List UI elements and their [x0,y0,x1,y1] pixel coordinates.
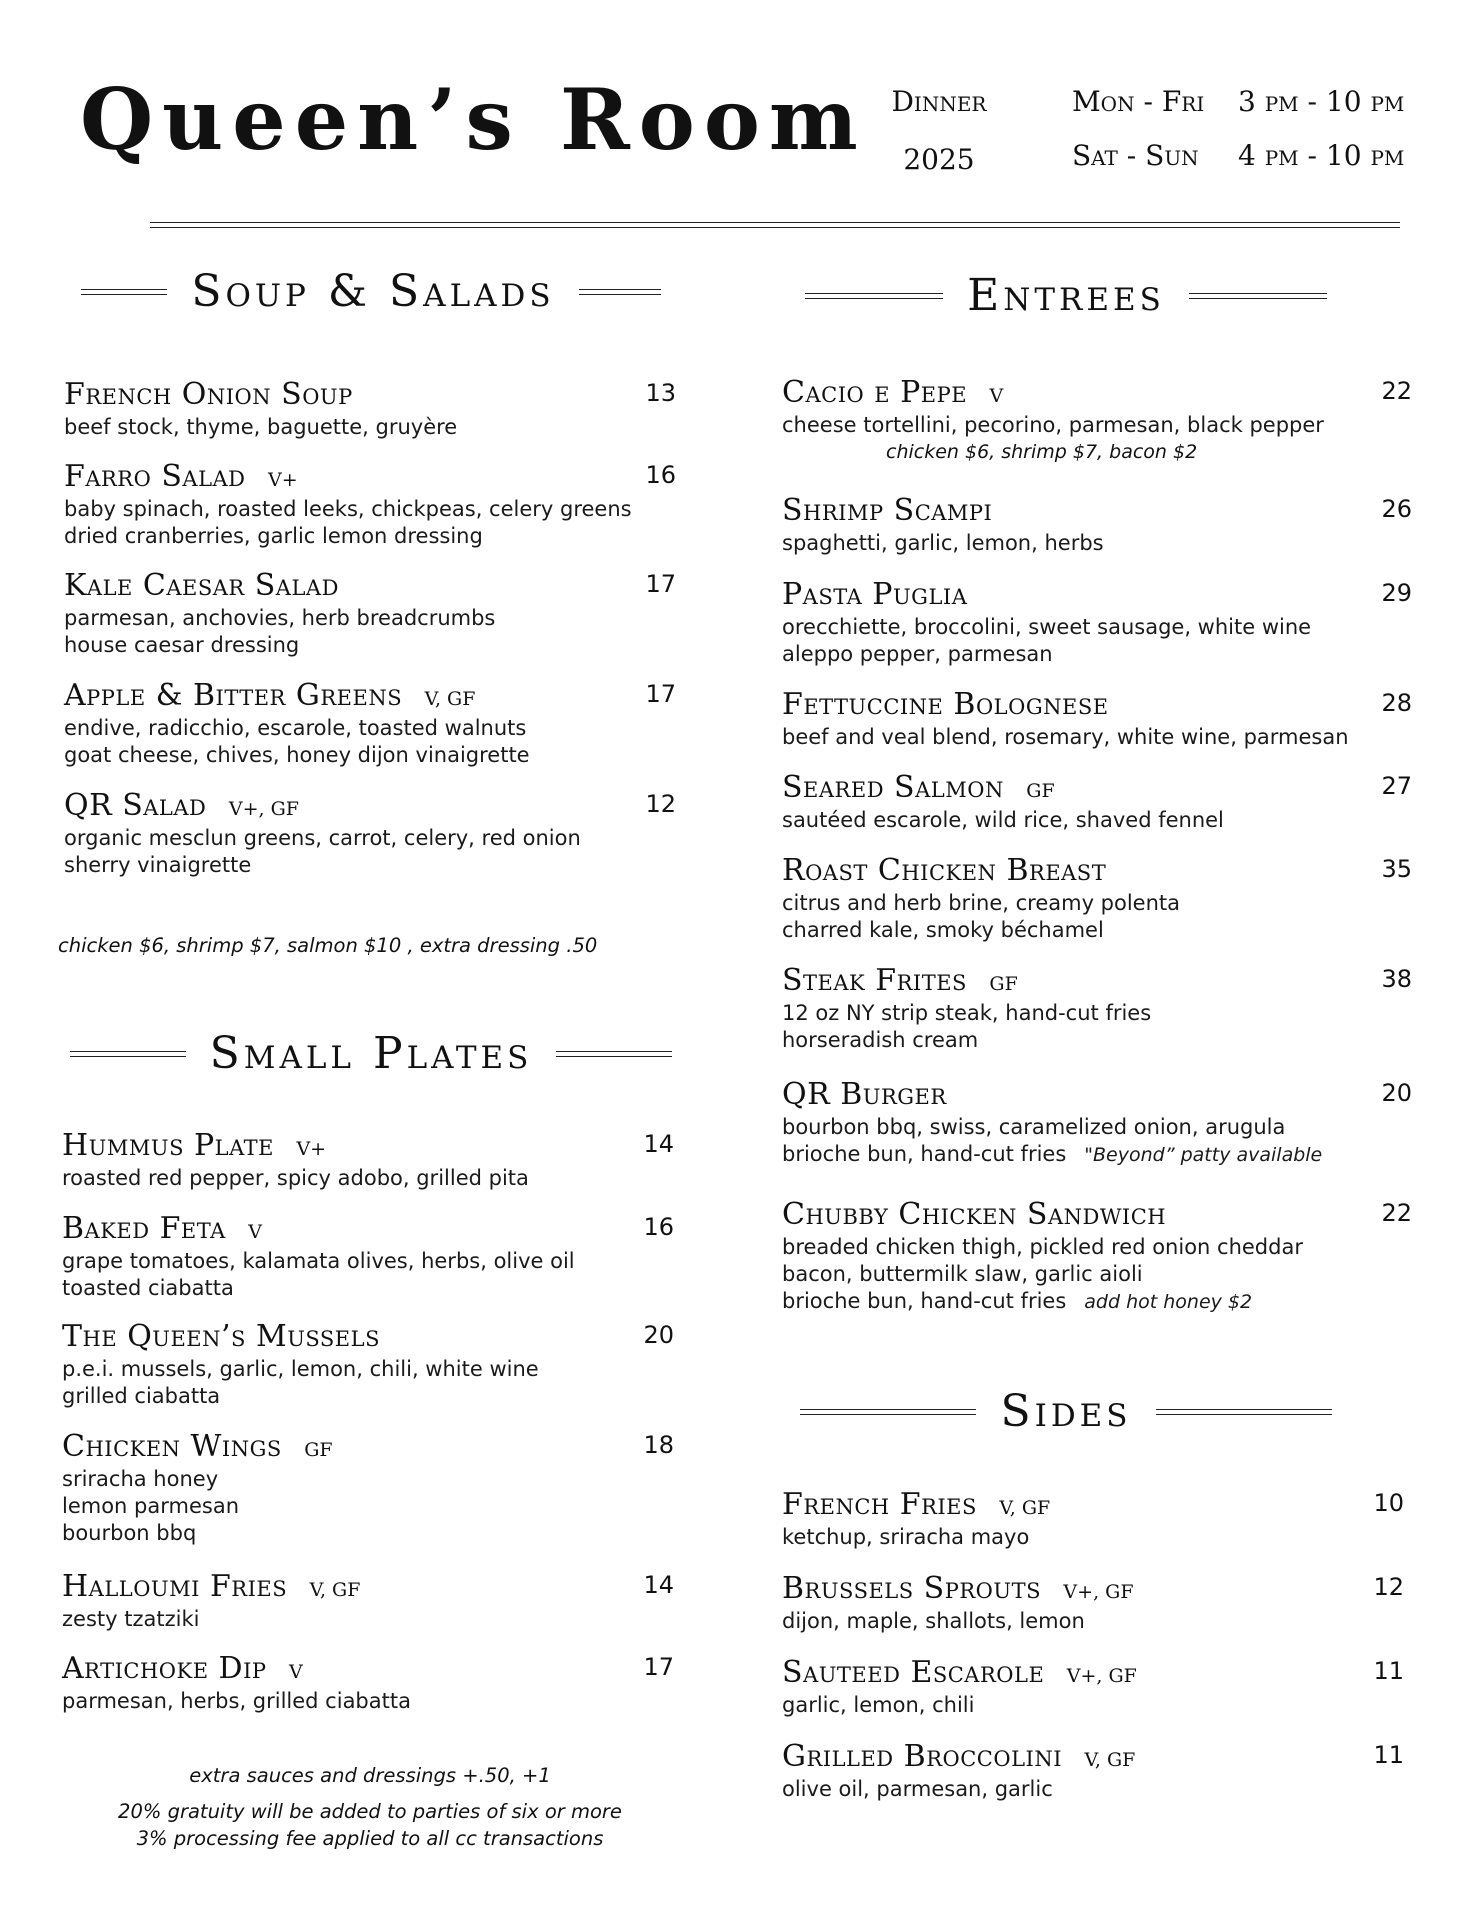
item-description: grape tomatoes, kalamata olives, herbs, olive oil [62,1249,575,1273]
item-price: 35 [1381,855,1412,883]
menu-item-french-fries [782,1486,1404,1551]
menu-item-chubby-chicken-sandwich [782,1196,1412,1316]
menu-item-apple-bitter-greens [64,677,676,769]
item-price: 29 [1381,579,1412,607]
menu-item-brussels-sprouts [782,1570,1404,1635]
dietary-tag: V, GF [424,688,476,710]
item-name: Brussels Sprouts [782,1571,1041,1606]
item-price: 16 [643,1213,674,1241]
item-description: roasted red pepper, spicy adobo, grilled pita [62,1166,529,1190]
item-description: p.e.i. mussels, garlic, lemon, chili, white wine [62,1357,539,1381]
item-description: bourbon bbq, swiss, caramelized onion, arugula [782,1115,1286,1139]
item-name: The Queen’s Mussels [62,1319,380,1354]
item-price: 12 [1373,1573,1404,1601]
dietary-tag: V [989,385,1004,407]
item-description: bourbon bbq [62,1521,197,1545]
item-description: sautéed escarole, wild rice, shaved fennel [782,808,1224,832]
item-name: French Onion Soup [64,377,353,412]
item-description: 12 oz NY strip steak, hand-cut fries [782,1001,1152,1025]
item-price: 22 [1381,377,1412,405]
item-price: 14 [643,1571,674,1599]
section-small-plates-header [70,1028,672,1079]
section-rule-left [805,293,943,299]
item-description: beef stock, thyme, baguette, gruyère [64,415,458,439]
item-price: 20 [643,1321,674,1349]
hours-days-weekend: Sat - Sun [1072,139,1199,172]
item-name: Seared Salmon [782,770,1004,805]
item-description: organic mesclun greens, carrot, celery, red onion [64,826,581,850]
dietary-tag: V+ [267,469,298,491]
item-name: Sauteed Escarole [782,1655,1045,1690]
item-price: 17 [643,1653,674,1681]
item-description: garlic, lemon, chili [782,1693,975,1717]
item-price: 12 [645,790,676,818]
menu-item-grilled-broccolini [782,1738,1404,1803]
restaurant-name: Queen’s Room [80,70,867,169]
item-description: ketchup, sriracha mayo [782,1525,1030,1549]
menu-item-shrimp-scampi [782,492,1412,557]
section-rule-right [1189,293,1327,299]
menu-year: 2025 [903,143,975,176]
menu-item-artichoke-dip [62,1650,674,1715]
item-description: aleppo pepper, parmesan [782,642,1053,666]
item-note: "Beyond” patty available [1084,1144,1323,1166]
footer-note-gratuity: 20% gratuity will be added to parties of six or more [118,1800,622,1823]
item-description: lemon parmesan [62,1494,240,1518]
item-description: endive, radicchio, escarole, toasted walnuts [64,716,527,740]
item-price: 18 [643,1431,674,1459]
footer-note-processing-fee: 3% processing fee applied to all cc transactions [136,1827,604,1850]
item-description: cheese tortellini, pecorino, parmesan, black pepper [782,413,1324,437]
menu-item-cacio-e-pepe [782,374,1412,465]
menu-item-sauteed-escarole [782,1654,1404,1719]
item-description: breaded chicken thigh, pickled red onion cheddar [782,1235,1303,1259]
dietary-tag: V+, GF [1066,1665,1137,1687]
item-description: baby spinach, roasted leeks, chickpeas, celery greens [64,497,632,521]
item-price: 11 [1373,1657,1404,1685]
item-price: 28 [1381,689,1412,717]
menu-item-hummus-plate [62,1127,674,1192]
item-name: French Fries [782,1487,977,1522]
section-rule-right [579,289,661,295]
footer-note-sauces: extra sauces and dressings +.50, +1 [189,1764,551,1787]
section-rule-left [800,1409,976,1415]
dietary-tag: V+, GF [1063,1581,1134,1603]
item-description: dijon, maple, shallots, lemon [782,1609,1085,1633]
item-description: citrus and herb brine, creamy polenta [782,891,1181,915]
item-name: Chicken Wings [62,1429,282,1464]
section-soup-salads-header [70,266,672,317]
item-description: brioche bun, hand-cut fries [782,1142,1067,1166]
item-name: Cacio e Pepe [782,375,968,410]
dietary-tag: V [248,1221,262,1243]
section-title: Entrees [967,270,1165,321]
item-name: Artichoke Dip [62,1651,267,1686]
dietary-tag: V [289,1661,303,1683]
item-name: Pasta Puglia [782,577,968,612]
menu-item-farro-salad [64,458,676,550]
item-description: olive oil, parmesan, garlic [782,1777,1053,1801]
menu-item-chicken-wings [62,1428,674,1547]
item-note: add hot honey $2 [1084,1291,1253,1313]
dietary-tag: V+, GF [228,798,299,820]
item-description: dried cranberries, garlic lemon dressing [64,524,483,548]
item-price: 13 [645,379,676,407]
dietary-tag: GF [304,1439,333,1461]
section-title: Soup & Salads [191,266,555,317]
dietary-tag: GF [1026,780,1055,802]
item-name: Hummus Plate [62,1128,274,1163]
salad-addons-note: chicken $6, shrimp $7, salmon $10 , extra dressing .50 [58,934,598,957]
menu-item-baked-feta [62,1210,674,1302]
menu-item-queens-mussels [62,1318,674,1410]
item-price: 11 [1373,1741,1404,1769]
item-name: Grilled Broccolini [782,1739,1063,1774]
item-description: zesty tzatziki [62,1607,200,1631]
menu-item-steak-frites [782,962,1412,1054]
item-price: 26 [1381,495,1412,523]
section-rule-left [81,289,167,295]
hours-days-weekday: Mon - Fri [1072,85,1205,118]
section-rule-left [70,1051,186,1057]
item-price: 14 [643,1130,674,1158]
menu-item-seared-salmon [782,769,1412,834]
menu-item-roast-chicken-breast [782,852,1412,944]
item-description: sherry vinaigrette [64,853,252,877]
dietary-tag: V, GF [999,1497,1051,1519]
item-description: house caesar dressing [64,633,300,657]
item-description: spaghetti, garlic, lemon, herbs [782,531,1104,555]
item-name: Kale Caesar Salad [64,568,339,603]
item-price: 22 [1381,1199,1412,1227]
dietary-tag: V+ [296,1138,327,1160]
menu-item-qr-salad [64,787,676,879]
item-description: grilled ciabatta [62,1384,221,1408]
item-description: orecchiette, broccolini, sweet sausage, white wine [782,615,1312,639]
item-name: Apple & Bitter Greens [64,678,403,713]
item-price: 17 [645,570,676,598]
item-name: Roast Chicken Breast [782,853,1107,888]
item-name: Fettuccine Bolognese [782,687,1109,722]
item-description: parmesan, anchovies, herb breadcrumbs [64,606,496,630]
menu-item-fettuccine-bolognese [782,686,1412,751]
menu-item-kale-caesar-salad [64,567,676,659]
item-name: Baked Feta [62,1211,226,1246]
menu-item-halloumi-fries [62,1568,674,1633]
section-title: Sides [1000,1386,1132,1437]
dietary-tag: V, GF [309,1579,361,1601]
section-entrees-header [800,270,1332,321]
menu-item-qr-burger [782,1076,1412,1169]
dietary-tag: GF [989,973,1018,995]
item-price: 16 [645,461,676,489]
item-description: charred kale, smoky béchamel [782,918,1104,942]
item-addons: chicken $6, shrimp $7, bacon $2 [886,441,1198,463]
item-description: sriracha honey [62,1467,219,1491]
item-description: bacon, buttermilk slaw, garlic aioli [782,1262,1143,1286]
dietary-tag: V, GF [1084,1749,1136,1771]
item-name: Steak Frites [782,963,967,998]
item-price: 10 [1373,1489,1404,1517]
section-rule-right [556,1051,672,1057]
section-rule-right [1156,1409,1332,1415]
item-name: QR Salad [64,788,207,823]
item-name: Farro Salad [64,459,246,494]
item-price: 27 [1381,772,1412,800]
item-description: toasted ciabatta [62,1276,234,1300]
item-description: parmesan, herbs, grilled ciabatta [62,1689,411,1713]
menu-item-french-onion-soup [64,376,676,441]
item-name: Shrimp Scampi [782,493,993,528]
item-description: brioche bun, hand-cut fries [782,1289,1067,1313]
section-sides-header [800,1386,1332,1437]
header-divider [150,222,1400,228]
item-description: horseradish cream [782,1028,979,1052]
hours-time-weekend: 4 pm - 10 pm [1238,139,1405,172]
item-price: 20 [1381,1079,1412,1107]
item-name: QR Burger [782,1077,947,1112]
item-name: Halloumi Fries [62,1569,288,1604]
item-description: beef and veal blend, rosemary, white wine, parmesan [782,725,1349,749]
section-title: Small Plates [209,1028,533,1079]
item-name: Chubby Chicken Sandwich [782,1197,1167,1232]
item-price: 38 [1381,965,1412,993]
service-label: Dinner [891,85,987,118]
item-description: goat cheese, chives, honey dijon vinaigrette [64,743,530,767]
menu-item-pasta-puglia [782,576,1412,668]
item-price: 17 [645,680,676,708]
hours-time-weekday: 3 pm - 10 pm [1238,85,1405,118]
